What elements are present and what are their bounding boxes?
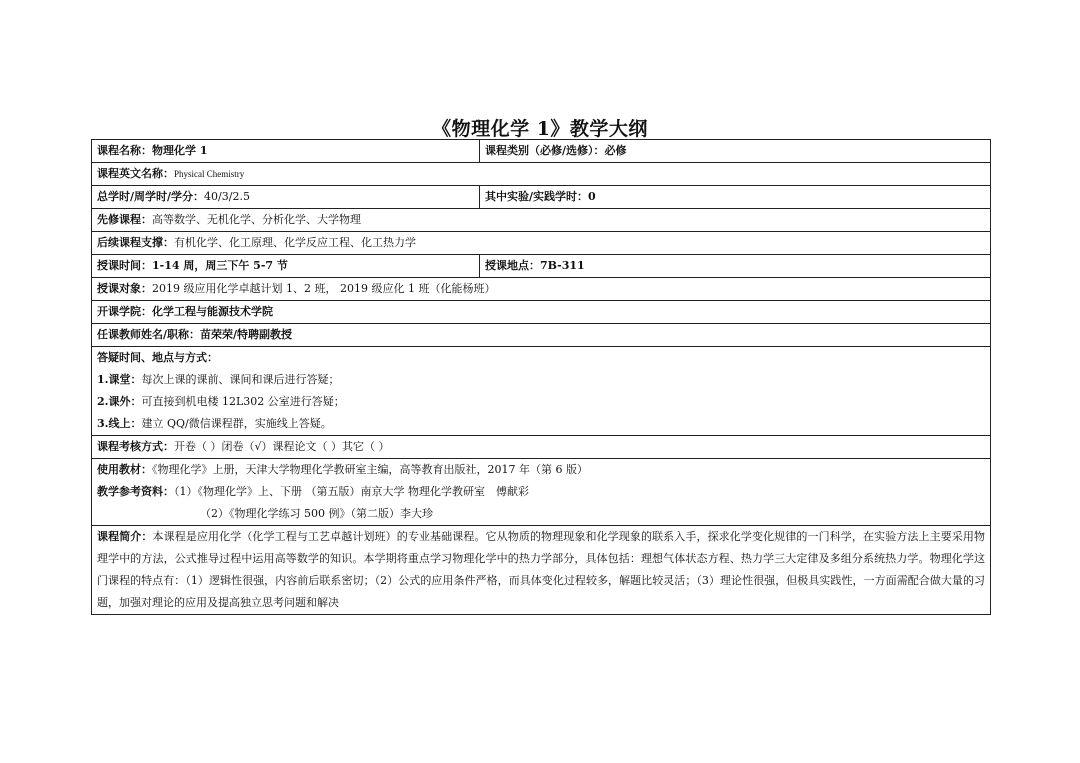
course-name-value: 物理化学 1 <box>152 144 208 157</box>
course-type-label: 课程类别（必修/选修）： <box>485 144 605 157</box>
row-assessment <box>92 436 991 459</box>
prerequisites-value: 高等数学、无机化学、分析化学、大学物理 <box>152 213 361 226</box>
cell-course-type <box>480 140 991 163</box>
english-name-label: 课程英文名称： <box>97 167 174 180</box>
intro-label: 课程简介： <box>97 530 153 543</box>
row-course-name <box>92 140 991 163</box>
school-value: 化学工程与能源技术学院 <box>152 305 273 318</box>
audience-value: 2019 级应用化学卓越计划 1、2 班， 2019 级应化 1 班（化能杨班） <box>152 282 496 295</box>
cell-audience <box>92 278 991 301</box>
course-type-value: 必修 <box>604 144 627 157</box>
cell-hours <box>92 186 480 209</box>
row-school <box>92 301 991 324</box>
cell-intro <box>92 526 991 615</box>
course-name-label: 课程名称： <box>97 144 152 157</box>
row-audience <box>92 278 991 301</box>
reference-item: （2）《物理化学练习 500 例》（第二版）李大珍 <box>200 507 433 520</box>
intro-text: 本课程是应用化学（化学工程与工艺卓越计划班）的专业基础课程。它从物质的物理现象和化学现象的联系入手，探求化学变化规律的一门科学，在实验方法上主要采用物理学中的方法，公式推导过程中运用高等数学的知识。本学期将重点学习物理化学中的热力学部分，具体包括：理想气体状态方程、热力学三大定律及多组分系统热力学。物理化学这门课程的特点有：（1）逻辑性很强，内容前后联系密切；（2）公式的应用条件严格，而具体变化过程较多，解题比较灵活；（3）理论性很强，但极具实践性，一方面需配合做大量的习题，加强对理论的应用及提高独立思考问题和解决 <box>97 530 986 609</box>
row-followup <box>92 232 991 255</box>
row-qa <box>92 347 991 436</box>
row-intro <box>92 526 991 615</box>
teacher-label: 任课教师姓名/职称： <box>97 328 201 341</box>
hours-value: 40/3/2.5 <box>204 190 250 203</box>
references-label: 教学参考资料： <box>97 485 174 498</box>
textbook-value: 《物理化学》上册，天津大学物理化学教研室主编，高等教育出版社，2017 年（第 6 版） <box>152 463 588 476</box>
reference-item: （1）《物理化学》上、下册 （第五版）南京大学 物理化学教研室 傅献彩 <box>174 485 529 498</box>
textbook-line <box>97 459 985 481</box>
page-title: 《物理化学 1》教学大纲 <box>432 118 648 140</box>
row-hours <box>92 186 991 209</box>
audience-label: 授课对象： <box>97 282 152 295</box>
row-materials <box>92 459 991 526</box>
cell-teaching-place <box>480 255 991 278</box>
prerequisites-label: 先修课程： <box>97 213 152 226</box>
qa-item-text: 可直接到机电楼 12L302 公室进行答疑； <box>141 395 345 408</box>
teaching-place-value: 7B-311 <box>540 259 585 272</box>
school-label: 开课学院： <box>97 305 152 318</box>
assessment-value: 开卷（ ）闭卷（√）课程论文（ ）其它（ ） <box>174 440 390 453</box>
followup-label: 后续课程支撑： <box>97 236 174 249</box>
cell-course-name <box>92 140 480 163</box>
cell-teaching-time <box>92 255 480 278</box>
qa-item-text: 建立 QQ/微信课程群，实施线上答疑。 <box>141 417 332 430</box>
qa-item-num: 2.课外： <box>97 395 142 408</box>
teaching-time-label: 授课时间： <box>97 259 152 272</box>
row-english-name <box>92 163 991 186</box>
cell-prerequisites <box>92 209 991 232</box>
textbook-label: 使用教材： <box>97 463 152 476</box>
cell-qa <box>92 347 991 436</box>
cell-followup <box>92 232 991 255</box>
qa-item-num: 3.线上： <box>97 417 142 430</box>
teaching-time-value: 1-14 周，周三下午 5-7 节 <box>152 259 288 272</box>
lab-hours-label: 其中实验/实践学时： <box>485 190 589 203</box>
row-time-place <box>92 255 991 278</box>
qa-item-num: 1.课堂： <box>97 373 142 386</box>
teacher-value: 苗荣荣/特聘副教授 <box>200 328 293 341</box>
lab-hours-value: 0 <box>588 190 596 203</box>
english-name-value: Physical Chemistry <box>174 169 245 179</box>
assessment-label: 课程考核方式： <box>97 440 174 453</box>
row-teacher <box>92 324 991 347</box>
reference-line <box>97 481 985 503</box>
cell-school <box>92 301 991 324</box>
cell-assessment <box>92 436 991 459</box>
row-prerequisites <box>92 209 991 232</box>
syllabus-table <box>91 139 991 615</box>
qa-heading: 答疑时间、地点与方式： <box>97 351 218 364</box>
cell-teacher <box>92 324 991 347</box>
cell-english-name <box>92 163 991 186</box>
followup-value: 有机化学、化工原理、化学反应工程、化工热力学 <box>174 236 416 249</box>
teaching-place-label: 授课地点： <box>485 259 540 272</box>
cell-materials <box>92 459 991 526</box>
qa-item-text: 每次上课的课前、课间和课后进行答疑； <box>141 373 340 386</box>
qa-item <box>97 391 985 413</box>
cell-lab-hours <box>480 186 991 209</box>
hours-label: 总学时/周学时/学分： <box>97 190 205 203</box>
qa-item <box>97 413 985 435</box>
qa-item <box>97 369 985 391</box>
